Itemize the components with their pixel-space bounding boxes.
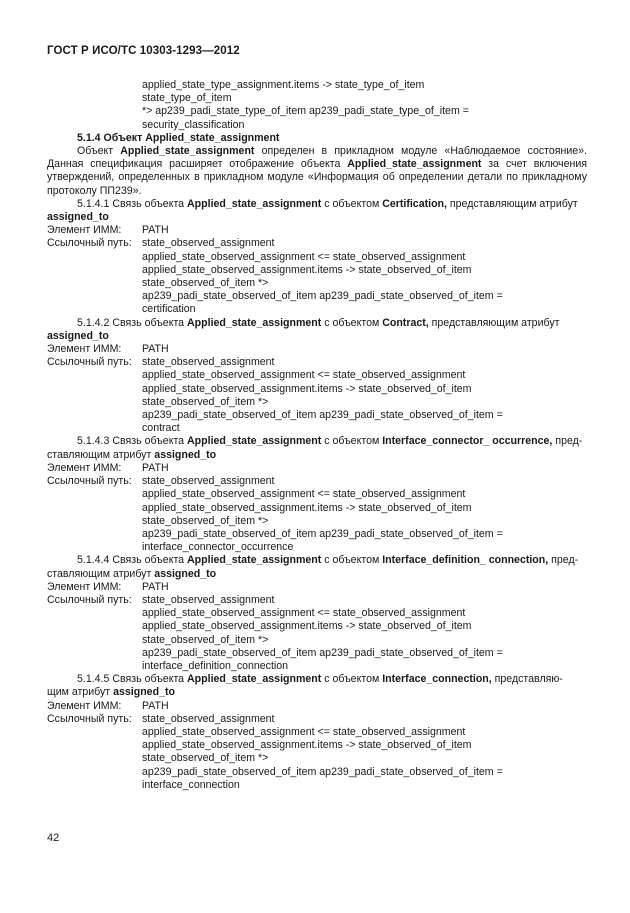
- attribute-name: assigned_to: [113, 686, 175, 699]
- mapping-heading: [47, 435, 587, 448]
- path-line: state_observed_assignment: [142, 356, 275, 369]
- mapping-text: с объектом: [324, 435, 380, 448]
- path-line: ap239_padi_state_observed_of_item ap239_padi_state_observed_of_item =: [142, 409, 503, 422]
- path-line: *> ap239_padi_state_type_of_item ap239_padi_state_type_of_item =: [142, 105, 469, 118]
- path-line: certification: [142, 303, 196, 316]
- element-label: Элемент ИММ:: [47, 224, 122, 237]
- mapping-text: пред-: [551, 554, 579, 567]
- ref-row: [47, 475, 587, 488]
- section-title-prefix: Объект: [103, 131, 143, 144]
- path-line: applied_state_observed_assignment <= state_observed_assignment: [142, 725, 466, 738]
- element-row: [47, 700, 587, 713]
- target-entity: Interface_definition_ connection: [382, 554, 546, 567]
- page-content: [47, 79, 587, 792]
- path-line: state_observed_of_item *>: [142, 514, 269, 527]
- element-row: [47, 462, 587, 475]
- entity-name: Applied_state_assignment: [187, 197, 322, 210]
- entity-name: Applied_state_assignment: [120, 145, 255, 158]
- comma: ,: [425, 316, 429, 329]
- comma: ,: [488, 673, 492, 686]
- entity-name: Applied_state_assignment: [187, 435, 322, 448]
- element-value: PATH: [142, 224, 169, 237]
- mapping-text: с объектом: [324, 673, 380, 686]
- entity-name: Applied_state_assignment: [187, 673, 322, 686]
- path-line: state_observed_assignment: [142, 475, 275, 488]
- path-line: applied_state_observed_assignment.items -> state_observed_of_item: [142, 501, 472, 514]
- document-header: ГОСТ Р ИСО/ТС 10303-1293—2012: [47, 45, 240, 57]
- path-line: applied_state_type_assignment.items -> state_type_of_item: [142, 79, 425, 91]
- mapping-text: щим атрибут: [47, 686, 111, 699]
- element-value: PATH: [142, 580, 169, 593]
- ref-label: Ссылочный путь:: [47, 712, 132, 725]
- path-line: state_observed_of_item *>: [142, 633, 269, 646]
- mapping-heading: [47, 198, 587, 211]
- mapping-text: Связь объекта: [112, 554, 185, 567]
- path-line: ap239_padi_state_observed_of_item ap239_padi_state_observed_of_item =: [142, 290, 503, 303]
- element-row: [47, 343, 587, 356]
- element-label: Элемент ИММ:: [47, 343, 122, 356]
- path-line: state_observed_assignment: [142, 593, 275, 606]
- mapping-text: пред-: [555, 435, 583, 448]
- path-line: applied_state_observed_assignment <= state_observed_assignment: [142, 369, 466, 382]
- mapping-text: Связь объекта: [112, 435, 185, 448]
- section-heading: [47, 132, 587, 145]
- mapping-text: с объектом: [324, 554, 380, 567]
- mapping-number: 5.1.4.5: [77, 673, 110, 686]
- element-value: PATH: [142, 461, 169, 474]
- comma: ,: [549, 435, 553, 448]
- path-line: applied_state_observed_assignment <= state_observed_assignment: [142, 488, 466, 501]
- path-line: ap239_padi_state_observed_of_item ap239_padi_state_observed_of_item =: [142, 646, 503, 659]
- ref-row: [47, 237, 587, 250]
- path-line: state_type_of_item: [142, 92, 232, 105]
- ref-row: [47, 356, 587, 369]
- path-line: applied_state_observed_assignment.items -> state_observed_of_item: [142, 739, 472, 752]
- section-title-entity: Applied_state_assignment: [145, 131, 280, 144]
- path-line: state_observed_of_item *>: [142, 395, 269, 408]
- target-entity: Interface_connector_ occurrence: [382, 435, 550, 448]
- attribute-name: assigned_to: [47, 329, 109, 342]
- mapping-text: ставляющим атрибут: [47, 448, 152, 461]
- ref-label: Ссылочный путь:: [47, 356, 132, 369]
- element-value: PATH: [142, 699, 169, 712]
- entity-name: Applied_state_assignment: [187, 554, 322, 567]
- ref-label: Ссылочный путь:: [47, 475, 132, 488]
- entity-name: Applied_state_assignment: [187, 316, 322, 329]
- mapping-heading: [47, 317, 587, 330]
- path-line: applied_state_observed_assignment <= state_observed_assignment: [142, 250, 466, 263]
- mapping-number: 5.1.4.2: [77, 316, 110, 329]
- target-entity: Interface_connection: [382, 673, 489, 686]
- element-label: Элемент ИММ:: [47, 580, 122, 593]
- mapping-text: Связь объекта: [112, 673, 185, 686]
- mapping-text: с объектом: [324, 316, 380, 329]
- mapping-heading: [47, 554, 587, 567]
- mapping-text: с объектом: [324, 197, 380, 210]
- path-line: applied_state_observed_assignment.items -> state_observed_of_item: [142, 620, 472, 633]
- comma: ,: [545, 554, 549, 567]
- path-line: interface_connector_occurrence: [142, 541, 294, 554]
- path-line: interface_connection: [142, 778, 240, 791]
- mapping-text: представляю-: [494, 673, 563, 686]
- element-label: Элемент ИММ:: [47, 699, 122, 712]
- mapping-number: 5.1.4.1: [77, 197, 110, 210]
- ref-row: [47, 594, 587, 607]
- mapping-number: 5.1.4.4: [77, 554, 110, 567]
- mapping-text: представляющим атрибут: [431, 316, 560, 329]
- element-label: Элемент ИММ:: [47, 461, 122, 474]
- ref-label: Ссылочный путь:: [47, 237, 132, 250]
- para-text: Объект: [77, 145, 114, 158]
- path-line: applied_state_observed_assignment <= state_observed_assignment: [142, 607, 466, 620]
- element-row: [47, 224, 587, 237]
- path-line: state_observed_assignment: [142, 712, 275, 725]
- comma: ,: [444, 197, 447, 210]
- path-line: contract: [142, 422, 180, 435]
- target-entity: Contract: [382, 316, 426, 329]
- section-number: 5.1.4: [77, 131, 101, 144]
- para-text: определен в прикладном модуле «Наблюдаемое состояние». Данная спецификация расширяет отображение объекта: [47, 145, 587, 171]
- element-value: PATH: [142, 343, 169, 356]
- path-line: state_observed_of_item *>: [142, 277, 269, 290]
- entity-name: Applied_state_assignment: [347, 158, 482, 171]
- page-number: 42: [47, 832, 60, 844]
- attribute-name: assigned_to: [47, 211, 109, 224]
- mapping-text: ставляющим атрибут: [47, 567, 152, 580]
- path-line: security_classification: [142, 118, 245, 131]
- path-line: applied_state_observed_assignment.items -> state_observed_of_item: [142, 382, 472, 395]
- target-entity: Certification: [382, 197, 445, 210]
- para-text: за счет включения утверждений, определенных в прикладном модуле «Информация об определении детали по прикладному протоколу ПП239».: [47, 158, 587, 197]
- mapping-heading: [47, 673, 587, 686]
- section-paragraph: [47, 145, 587, 198]
- mapping-number: 5.1.4.3: [77, 435, 110, 448]
- path-line: state_observed_assignment: [142, 237, 275, 250]
- ref-label: Ссылочный путь:: [47, 593, 132, 606]
- mapping-text: Связь объекта: [112, 197, 185, 210]
- element-row: [47, 581, 587, 594]
- attribute-name: assigned_to: [154, 448, 217, 461]
- path-line: interface_definition_connection: [142, 659, 289, 672]
- mapping-text: представляющим атрибут: [449, 197, 578, 210]
- ref-row: [47, 713, 587, 726]
- mapping-text: Связь объекта: [112, 316, 185, 329]
- path-line: ap239_padi_state_observed_of_item ap239_padi_state_observed_of_item =: [142, 527, 503, 540]
- path-line: ap239_padi_state_observed_of_item ap239_padi_state_observed_of_item =: [142, 765, 503, 778]
- path-line: applied_state_observed_assignment.items -> state_observed_of_item: [142, 263, 472, 276]
- attribute-name: assigned_to: [154, 567, 217, 580]
- path-line: state_observed_of_item *>: [142, 752, 269, 765]
